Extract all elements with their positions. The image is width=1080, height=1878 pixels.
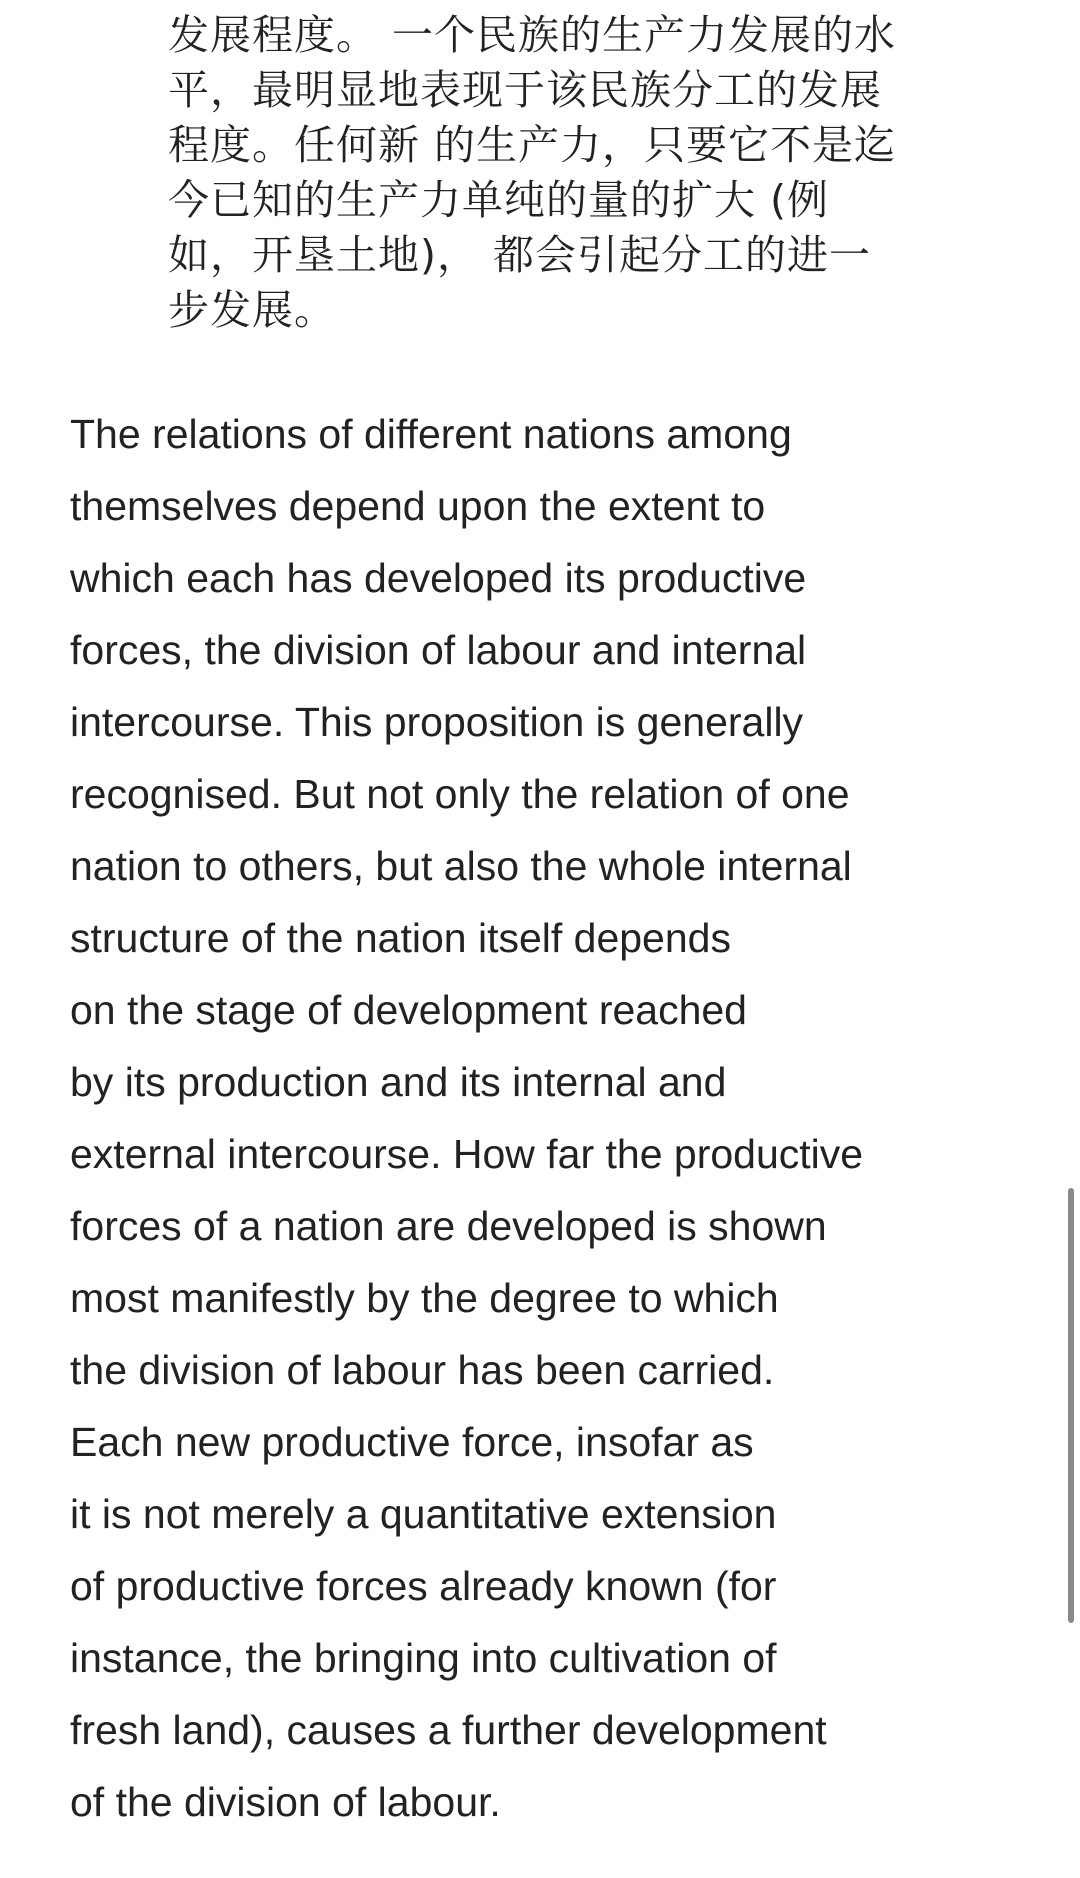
english-text-line: on the stage of development reached	[70, 987, 747, 1033]
chinese-text-line: 程度。任何新 的生产力，只要它不是迄	[168, 121, 897, 169]
english-text-line: nation to others, but also the whole internal	[70, 843, 852, 889]
english-text-line: of productive forces already known (for	[70, 1563, 777, 1609]
english-text-line: The relations of different nations among	[70, 411, 792, 457]
vertical-scrollbar[interactable]	[1068, 1188, 1074, 1623]
english-text-line: instance, the bringing into cultivation of	[70, 1635, 777, 1681]
english-text-line: by its production and its internal and	[70, 1059, 727, 1105]
english-text-line: structure of the nation itself depends	[70, 915, 731, 961]
english-text-line: Each new productive force, insofar as	[70, 1419, 754, 1465]
english-text-line: forces of a nation are developed is shown	[70, 1203, 827, 1249]
english-text-line: the division of labour has been carried.	[70, 1347, 775, 1393]
chinese-text-line: 如，开垦土地)， 都会引起分工的进一	[168, 231, 872, 279]
english-text-line: intercourse. This proposition is generally	[70, 699, 804, 745]
chinese-text-line: 步发展。	[168, 286, 336, 334]
english-text-line: which each has developed its productive	[70, 555, 807, 601]
english-paragraph	[70, 398, 1030, 1838]
english-text-line: forces, the division of labour and internal	[70, 627, 807, 673]
english-text-line: themselves depend upon the extent to	[70, 483, 766, 529]
english-text-line: it is not merely a quantitative extension	[70, 1491, 777, 1537]
chinese-text-line: 发展程度。 一个民族的生产力发展的水	[168, 11, 897, 59]
chinese-text-line: 今已知的生产力单纯的量的扩大 (例	[168, 176, 830, 224]
english-text-line: external intercourse. How far the productive	[70, 1131, 864, 1177]
chinese-text-line: 平，最明显地表现于该民族分工的发展	[168, 66, 882, 114]
english-text-line: most manifestly by the degree to which	[70, 1275, 779, 1321]
english-text-line: of the division of labour.	[70, 1779, 501, 1825]
english-text-line: recognised. But not only the relation of one	[70, 771, 850, 817]
chinese-translation-paragraph	[168, 8, 1008, 338]
english-text-line: fresh land), causes a further development	[70, 1707, 827, 1753]
